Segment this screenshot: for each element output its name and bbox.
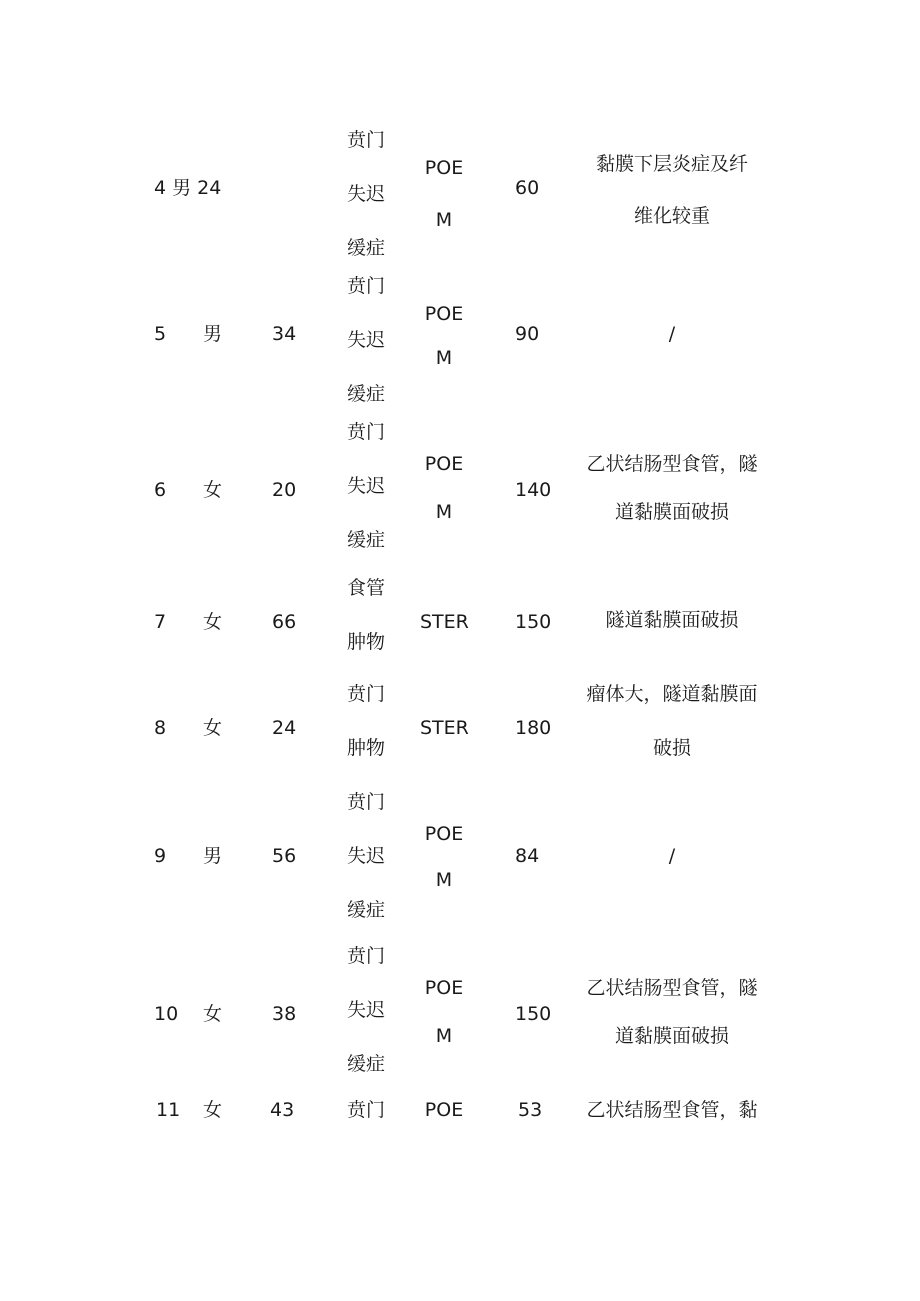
diagnosis-cell: [347, 682, 389, 790]
procedure-cell: [420, 610, 469, 633]
age-cell: 20: [272, 479, 297, 501]
note-cell: [586, 682, 758, 760]
age-cell: 24: [272, 717, 297, 739]
note-cell: [586, 1098, 758, 1122]
procedure-line: POE: [424, 157, 464, 179]
note-line: /: [668, 845, 676, 867]
note-line: 乙状结肠型食管，隧: [586, 453, 758, 475]
diagnosis-line: 贲门: [347, 421, 386, 443]
sex-cell: 女: [203, 1099, 223, 1121]
diagnosis-line: 缓症: [347, 237, 386, 259]
diagnosis-cell: [347, 420, 389, 582]
note-cell: [586, 452, 758, 524]
note-cell: [586, 322, 758, 346]
procedure-line: STER: [420, 611, 469, 633]
row-number: 11: [156, 1099, 181, 1121]
procedure-line: STER: [420, 717, 469, 739]
row-number: 6: [154, 479, 167, 501]
sex-cell: 女: [203, 611, 223, 633]
procedure-cell: [420, 156, 468, 232]
age-cell: 66: [272, 611, 297, 633]
sex-cell: 男: [203, 845, 223, 867]
diagnosis-cell: [347, 128, 389, 259]
row-number: 10: [154, 1003, 179, 1025]
procedure-line: M: [435, 347, 453, 369]
procedure-line: POE: [424, 1099, 464, 1121]
procedure-line: M: [435, 209, 453, 231]
diagnosis-line: 失迟: [347, 329, 386, 351]
row-number: 9: [154, 845, 167, 867]
procedure-cell: [420, 1098, 468, 1122]
note-cell: [586, 608, 758, 631]
duration-cell: 140: [515, 479, 552, 501]
diagnosis-cell: [347, 790, 389, 952]
diagnosis-line: 贲门: [347, 945, 386, 967]
diagnosis-line: 缓症: [347, 1053, 386, 1075]
diagnosis-line: 贲门: [347, 129, 386, 151]
duration-cell: 84: [515, 845, 540, 867]
duration-cell: 150: [515, 611, 552, 633]
diagnosis-line: 缓症: [347, 383, 386, 405]
diagnosis-line: 缓症: [347, 529, 386, 551]
procedure-line: POE: [424, 453, 464, 475]
procedure-cell: [420, 822, 468, 891]
procedure-line: POE: [424, 303, 464, 325]
diagnosis-cell: [347, 1098, 389, 1122]
note-cell: [586, 152, 758, 226]
age-cell: 34: [272, 323, 297, 345]
note-line: 乙状结肠型食管，隧: [586, 977, 758, 999]
note-line: 维化较重: [633, 205, 710, 227]
diagnosis-line: 食管: [347, 577, 386, 599]
note-line: 瘤体大，隧道黏膜面: [586, 683, 758, 705]
diagnosis-cell: [347, 274, 389, 436]
diagnosis-line: 失迟: [347, 183, 386, 205]
diagnosis-cell: [347, 576, 389, 684]
diagnosis-line: 贲门: [347, 683, 386, 705]
diagnosis-cell: [347, 944, 389, 1106]
procedure-line: M: [435, 1025, 453, 1047]
note-line: 黏膜下层炎症及纤: [595, 153, 748, 175]
note-line: 道黏膜面破损: [614, 501, 729, 523]
row-number: 8: [154, 717, 167, 739]
diagnosis-line: 肿物: [347, 631, 386, 653]
note-cell: [586, 844, 758, 868]
procedure-cell: [420, 716, 469, 739]
note-line: 隧道黏膜面破损: [605, 609, 739, 631]
procedure-cell: [420, 976, 468, 1048]
note-line: 道黏膜面破损: [614, 1025, 729, 1047]
duration-cell: 90: [515, 323, 540, 345]
procedure-line: M: [435, 501, 453, 523]
row-number: 7: [154, 611, 167, 633]
sex-cell: 女: [203, 717, 223, 739]
note-line: 乙状结肠型食管，黏: [586, 1099, 758, 1121]
procedure-cell: [420, 302, 468, 369]
procedure-line: M: [435, 869, 453, 891]
procedure-cell: [420, 452, 468, 524]
diagnosis-line: 失迟: [347, 475, 386, 497]
duration-cell: 180: [515, 717, 552, 739]
row-number: 5: [154, 323, 167, 345]
sex-cell: 男: [203, 323, 223, 345]
diagnosis-line: 贲门: [347, 275, 386, 297]
diagnosis-line: 贲门: [347, 1099, 386, 1121]
age-cell: 38: [272, 1003, 297, 1025]
age-cell: 43: [270, 1099, 295, 1121]
sex-cell: 女: [203, 479, 223, 501]
row-number-sex-age: 4 男 24: [154, 177, 222, 199]
procedure-line: POE: [424, 977, 464, 999]
procedure-line: POE: [424, 823, 464, 845]
duration-cell: 60: [515, 177, 540, 199]
diagnosis-line: 贲门: [347, 791, 386, 813]
diagnosis-line: 肿物: [347, 737, 386, 759]
diagnosis-line: 缓症: [347, 899, 386, 921]
note-line: /: [668, 323, 676, 345]
age-cell: 56: [272, 845, 297, 867]
diagnosis-line: 失迟: [347, 845, 386, 867]
duration-cell: 53: [518, 1099, 543, 1121]
duration-cell: 150: [515, 1003, 552, 1025]
note-line: 破损: [652, 737, 691, 759]
sex-cell: 女: [203, 1003, 223, 1025]
note-cell: [586, 976, 758, 1048]
diagnosis-line: 失迟: [347, 999, 386, 1021]
